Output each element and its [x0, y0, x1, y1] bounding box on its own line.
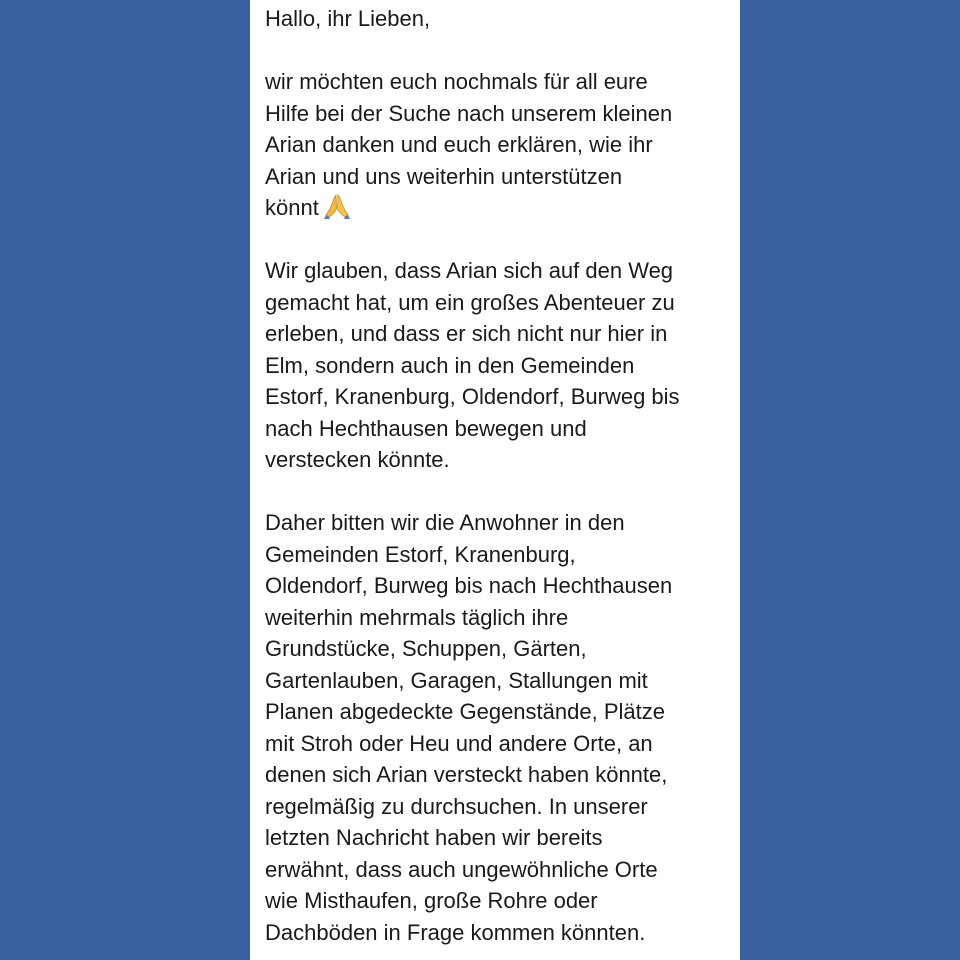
- paragraph-2-line: verstecken könnte.: [265, 447, 450, 472]
- blank-line: [265, 476, 740, 508]
- paragraph-1-line: wir möchten euch nochmals für all eure: [265, 69, 648, 94]
- greeting-line: Hallo, ihr Lieben,: [265, 6, 431, 31]
- paragraph-3-line: Gemeinden Estorf, Kranenburg,: [265, 541, 576, 567]
- paragraph-1-line: Hilfe bei der Suche nach unserem kleinen: [265, 100, 673, 126]
- paragraph-3-line: Dachböden in Frage kommen könnten.: [265, 919, 646, 945]
- paragraph-3-line: denen sich Arian versteckt haben könnte,: [265, 762, 668, 787]
- paragraph-2-line: gemacht hat, um ein großes Abenteuer zu: [265, 289, 675, 315]
- paragraph-2-line: Wir glauben, dass Arian sich auf den Weg: [265, 258, 674, 283]
- folded-hands-icon: [324, 193, 350, 219]
- paragraph-3-line: Planen abgedeckte Gegenstände, Plätze: [265, 699, 665, 724]
- paragraph-3-line: weiterhin mehrmals täglich ihre: [265, 604, 569, 630]
- message-text: [265, 3, 740, 948]
- paragraph-2-line: nach Hechthausen bewegen und: [265, 415, 587, 441]
- paragraph-3-line: Grundstücke, Schuppen, Gärten,: [265, 636, 587, 661]
- paragraph-1-last-line: [265, 192, 740, 224]
- blank-line: [265, 224, 740, 256]
- paragraph-3-line: Oldendorf, Burweg bis nach Hechthausen: [265, 573, 673, 598]
- paragraph-2-line: Elm, sondern auch in den Gemeinden: [265, 352, 635, 378]
- paragraph-3-line: mit Stroh oder Heu und andere Orte, an: [265, 730, 653, 756]
- paragraph-2-line: erleben, und dass er sich nicht nur hier in: [265, 321, 668, 346]
- paragraph-2-line: Estorf, Kranenburg, Oldendorf, Burweg bis: [265, 384, 680, 409]
- paragraph-1-line: Arian und uns weiterhin unterstützen: [265, 163, 623, 189]
- paragraph-3-line: regelmäßig zu durchsuchen. In unserer: [265, 793, 648, 819]
- paragraph-1-line-text: könnt: [265, 195, 319, 220]
- paragraph-3-line: wie Misthaufen, große Rohre oder: [265, 888, 598, 913]
- paragraph-3-line: Daher bitten wir die Anwohner in den: [265, 510, 625, 535]
- paragraph-1-line: Arian danken und euch erklären, wie ihr: [265, 132, 653, 157]
- message-panel: [250, 0, 740, 960]
- paragraph-3-line: letzten Nachricht haben wir bereits: [265, 825, 603, 850]
- paragraph-3-line: erwähnt, dass auch ungewöhnliche Orte: [265, 856, 658, 882]
- paragraph-3-line: Gartenlauben, Garagen, Stallungen mit: [265, 667, 648, 693]
- blank-line: [265, 35, 740, 67]
